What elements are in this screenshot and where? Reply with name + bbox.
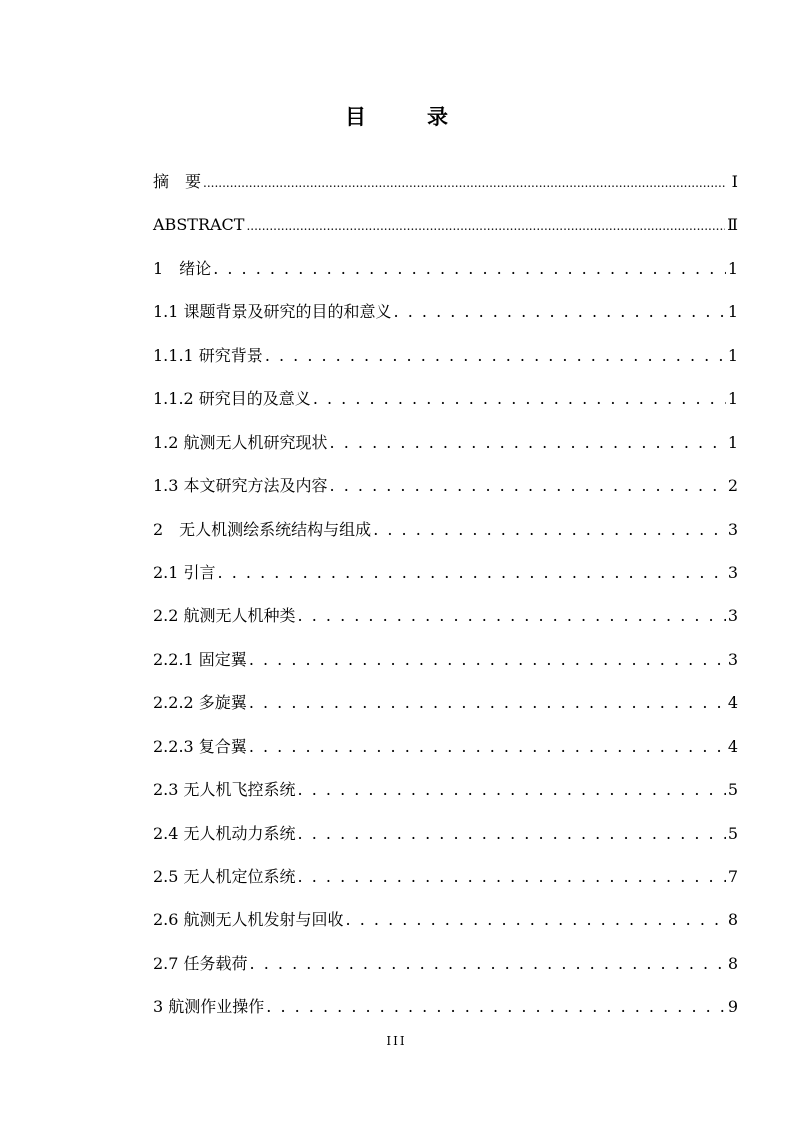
toc-entry-label: 2.4 无人机动力系统 — [153, 823, 296, 843]
dot-leader — [298, 855, 726, 898]
toc-entry-label: 2.6 航测无人机发射与回收 — [153, 910, 344, 930]
toc-entry-label: 1 绪论 — [153, 258, 212, 278]
dot-leader — [213, 247, 726, 290]
table-of-contents — [153, 160, 738, 1029]
page-number-footer: III — [386, 1034, 407, 1048]
toc-entry-abstract-cn[interactable] — [153, 160, 738, 203]
toc-entry-2-3[interactable] — [153, 768, 738, 811]
toc-entry-2-2-1[interactable] — [153, 638, 738, 681]
toc-entry-page: 8 — [727, 953, 738, 973]
dot-leader — [313, 377, 726, 420]
toc-entry-page: 5 — [727, 823, 738, 843]
toc-entry-page: 7 — [727, 867, 738, 886]
toc-entry-2-6[interactable] — [153, 898, 738, 941]
toc-entry-1-1-1[interactable] — [153, 334, 738, 377]
dot-leader — [249, 681, 726, 724]
toc-entry-label: 3 航测作业操作 — [153, 997, 265, 1017]
toc-entry-label: 1.3 本文研究方法及内容 — [153, 476, 328, 496]
toc-entry-1-2[interactable] — [153, 421, 738, 464]
toc-entry-page: Ⅰ — [731, 172, 738, 191]
toc-entry-2-2[interactable] — [153, 594, 738, 637]
toc-entry-page: 3 — [727, 519, 738, 539]
toc-entry-page: 1 — [727, 302, 738, 322]
toc-entry-chapter-2[interactable] — [153, 508, 738, 551]
page-title: 目 录 — [345, 105, 468, 129]
toc-entry-label: 2.3 无人机飞控系统 — [153, 780, 296, 800]
toc-entry-page: 3 — [727, 562, 738, 582]
toc-entry-label: 2.2.1 固定翼 — [153, 649, 247, 669]
toc-entry-label: 2.1 引言 — [153, 562, 216, 582]
dot-leader — [330, 421, 726, 464]
dot-leader — [246, 205, 725, 248]
toc-entry-label: 2.7 任务载荷 — [153, 953, 248, 973]
toc-entry-page: 2 — [727, 476, 738, 496]
dot-leader — [218, 551, 726, 594]
dot-leader — [249, 638, 726, 681]
dot-leader — [394, 290, 726, 333]
toc-entry-2-2-3[interactable] — [153, 725, 738, 768]
toc-entry-page: 4 — [727, 736, 738, 756]
toc-entry-page: 9 — [727, 997, 738, 1017]
toc-entry-chapter-1[interactable] — [153, 247, 738, 290]
toc-entry-2-2-2[interactable] — [153, 681, 738, 724]
dot-leader — [203, 162, 726, 205]
toc-entry-1-3[interactable] — [153, 464, 738, 507]
toc-entry-page: 1 — [727, 345, 738, 365]
toc-entry-label: 1.1.2 研究目的及意义 — [153, 389, 311, 409]
toc-entry-chapter-3[interactable] — [153, 985, 738, 1028]
toc-entry-page: 5 — [727, 780, 738, 800]
dot-leader — [266, 985, 726, 1028]
toc-entry-label: 摘 要 — [153, 172, 202, 191]
dot-leader — [373, 508, 726, 551]
dot-leader — [250, 942, 726, 985]
toc-entry-page: 3 — [727, 649, 738, 669]
toc-entry-label: 2.5 无人机定位系统 — [153, 867, 296, 886]
toc-entry-page: Ⅱ — [727, 215, 738, 235]
toc-entry-2-4[interactable] — [153, 812, 738, 855]
toc-entry-label: ABSTRACT — [153, 215, 245, 235]
dot-leader — [265, 334, 726, 377]
toc-entry-page: 1 — [727, 389, 738, 409]
dot-leader — [298, 768, 726, 811]
toc-entry-1-1-2[interactable] — [153, 377, 738, 420]
toc-entry-page: 8 — [727, 910, 738, 930]
toc-entry-label: 2.2 航测无人机种类 — [153, 606, 296, 626]
dot-leader — [330, 464, 726, 507]
toc-entry-abstract-en[interactable] — [153, 203, 738, 246]
toc-entry-page: 1 — [727, 432, 738, 452]
toc-entry-2-7[interactable] — [153, 942, 738, 985]
toc-entry-label: 1.2 航测无人机研究现状 — [153, 432, 328, 452]
toc-entry-label: 2 无人机测绘系统结构与组成 — [153, 519, 372, 539]
toc-entry-page: 3 — [727, 606, 738, 626]
dot-leader — [249, 725, 726, 768]
toc-entry-2-1[interactable] — [153, 551, 738, 594]
toc-entry-page: 4 — [727, 693, 738, 713]
toc-entry-page: 1 — [727, 258, 738, 278]
toc-entry-label: 1.1.1 研究背景 — [153, 345, 263, 365]
toc-entry-label: 2.2.3 复合翼 — [153, 736, 247, 756]
dot-leader — [298, 594, 726, 637]
toc-entry-1-1[interactable] — [153, 290, 738, 333]
dot-leader — [346, 898, 726, 941]
toc-entry-label: 2.2.2 多旋翼 — [153, 693, 247, 713]
toc-entry-label: 1.1 课题背景及研究的目的和意义 — [153, 302, 392, 322]
toc-entry-2-5[interactable] — [153, 855, 738, 898]
dot-leader — [298, 812, 726, 855]
